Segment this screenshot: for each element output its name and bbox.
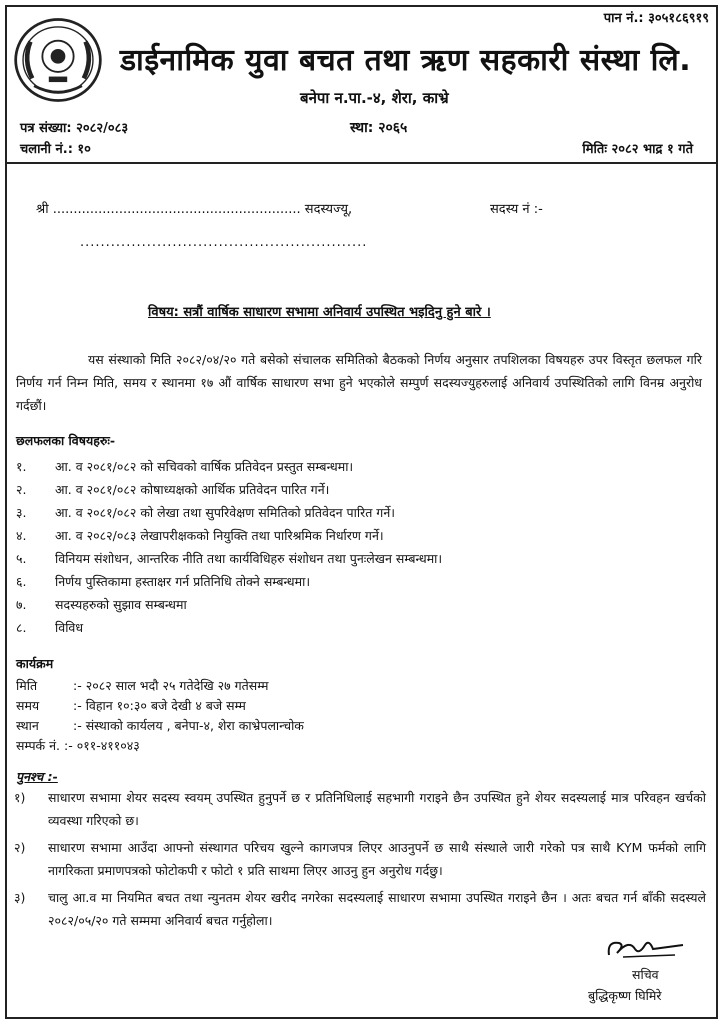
agenda-item-text: विविध <box>55 620 84 635</box>
signatory-name: बुद्धिकृष्ण घिमिरे <box>588 988 662 1003</box>
established-year: स्था: २०६५ <box>350 120 408 136</box>
program-value: :- संस्थाको कार्यलय , बनेपा-४, शेरा काभ्रेपलान्चोक <box>73 718 304 733</box>
agenda-item <box>16 547 442 570</box>
agenda-item-text: आ. व २०८१/०८२ को लेखा तथा सुपरिवेक्षण समितिको प्रतिवेदन पारित गर्ने। <box>55 505 396 520</box>
dispatch-number: चलानी नं.: १० <box>20 142 91 157</box>
agenda-item-text: सदस्यहरुको सुझाव सम्बन्धमा <box>55 597 187 612</box>
agenda-item <box>16 455 442 478</box>
program-value: :- विहान १०:३० बजे देखी ४ बजे सम्म <box>73 698 246 713</box>
agenda-item-text: निर्णय पुस्तिकामा हस्ताक्षर गर्न प्रतिनिधि तोक्ने सम्बन्धमा। <box>55 574 311 589</box>
postscript-item-number: २) <box>14 840 26 855</box>
agenda-item-text: आ. व २०८१/०८२ को सचिवको वार्षिक प्रतिवेदन प्रस्तुत सम्बन्धमा। <box>55 459 354 474</box>
contact-row <box>16 736 304 756</box>
program-key: मिति <box>16 678 38 693</box>
agenda-item <box>16 478 442 501</box>
program-heading: कार्यक्रम <box>16 656 54 671</box>
contact-number: सम्पर्क नं. :- ०११-४११०४३ <box>16 738 140 753</box>
recipient-address-line: ........................................................ <box>80 235 368 250</box>
postscript-item-text: साधारण सभामा आउँदा आफ्नो संस्थागत परिचय खुल्ने कागजपत्र लिएर आउनुपर्ने छ साथै संस्थाले जारी गरेको पत्र साथै KYM फर्मको लागि नागरिकता प्रमाणपत्रको फोटोकपी र फोटो १ प्रति साथमा लिएर आउनु हुन अनुरोध गर्दछु। <box>48 840 706 878</box>
letter-body: यस संस्थाको मिति २०८२/०४/२० गते बसेको संचालक समितिको बैठकको निर्णय अनुसार तपशिलका विषयहरु उपर विस्तृत छलफल गरि निर्णय गर्न निम्न मिति, समय र स्थानमा १७ औं वार्षिक साधारण सभा हुने भएकोले सम्पुर्ण सदस्यज्युहरुलाई अनिवार्य उपस्थितिको लागि विनम्र अनुरोध गर्दछौं। <box>16 352 702 413</box>
pan-number: पान नं.: ३०५१८६९१९ <box>603 11 709 26</box>
agenda-item-text: विनियम संशोधन, आन्तरिक नीति तथा कार्यविधिहरु संशोधन तथा पुनःलेखन सम्बन्धमा। <box>55 551 443 566</box>
program-row <box>16 676 304 696</box>
agenda-item-number: ५. <box>16 551 27 566</box>
agenda-item-text: आ. व २०८२/०८३ लेखापरीक्षकको नियुक्ति तथा पारिश्रमिक निर्धारण गर्ने। <box>55 528 384 543</box>
letter-subject: विषय: सत्रौं वार्षिक साधारण सभामा अनिवार्य उपस्थित भइदिनु हुने बारे । <box>148 305 491 320</box>
agenda-item <box>16 593 442 616</box>
agenda-item-number: ७. <box>16 597 27 612</box>
postscript-list <box>14 786 706 936</box>
recipient-line: श्री ............................................................ सदस्यज्यू, <box>36 202 353 217</box>
agenda-item-number: ४. <box>16 528 27 543</box>
postscript-item <box>14 886 706 932</box>
agenda-item-number: १. <box>16 459 27 474</box>
agenda-item-number: ६. <box>16 574 27 589</box>
signature-scribble-icon <box>605 935 685 963</box>
signatory-title: सचिव <box>632 967 659 982</box>
postscript-item-number: ३) <box>14 890 26 905</box>
organization-address: बनेपा न.पा.-४, शेरा, काभ्रे <box>300 89 449 107</box>
agenda-item-text: आ. व २०८१/०८२ कोषाध्यक्षको आर्थिक प्रतिवेदन पारित गर्ने। <box>55 482 330 497</box>
program-details <box>16 676 304 756</box>
program-value: :- २०८२ साल भदौ २५ गतेदेखि २७ गतेसम्म <box>73 678 269 693</box>
postscript-item-text: साधारण सभामा शेयर सदस्य स्वयम् उपस्थित हुनुपर्ने छ र प्रतिनिधिलाई सहभागी गराइने छैन उपस्थित हुने शेयर सदस्यलाई मात्र परिवहन खर्चको व्यवस्था गरिएको छ। <box>48 790 706 828</box>
postscript-item-number: १) <box>14 790 26 805</box>
agenda-item-number: ३. <box>16 505 27 520</box>
program-key: स्थान <box>16 718 39 733</box>
postscript-item <box>14 786 706 832</box>
agenda-item-number: ८. <box>16 620 27 635</box>
letter-date: मितिः २०८२ भाद्र १ गते <box>582 142 693 157</box>
agenda-heading: छलफलका विषयहरुः- <box>16 433 116 448</box>
cooperative-seal-icon <box>12 14 104 106</box>
program-key: समय <box>16 698 40 713</box>
agenda-item <box>16 616 442 639</box>
agenda-list <box>16 455 442 639</box>
letter-reference-number: पत्र संख्या: २०८२/०८३ <box>20 121 129 136</box>
postscript-item <box>14 836 706 882</box>
agenda-item-number: २. <box>16 482 27 497</box>
postscript-heading: पुनश्च :- <box>16 769 58 784</box>
agenda-item <box>16 570 442 593</box>
agenda-item <box>16 524 442 547</box>
postscript-item-text: चालु आ.व मा नियमित बचत तथा न्युनतम शेयर खरीद नगरेका सदस्यलाई साधारण सभामा उपस्थित गराइने छैन । अतः बचत गर्न बाँकी सदस्यले २०८२/०५/२० गते सम्ममा अनिवार्य बचत गर्नुहोला। <box>48 890 706 928</box>
program-row <box>16 716 304 736</box>
agenda-item <box>16 501 442 524</box>
organization-name: डाईनामिक युवा बचत तथा ऋण सहकारी संस्था लि. <box>120 43 692 78</box>
header-divider <box>7 162 716 164</box>
program-row <box>16 696 304 716</box>
member-number-label: सदस्य नं :- <box>490 202 543 217</box>
